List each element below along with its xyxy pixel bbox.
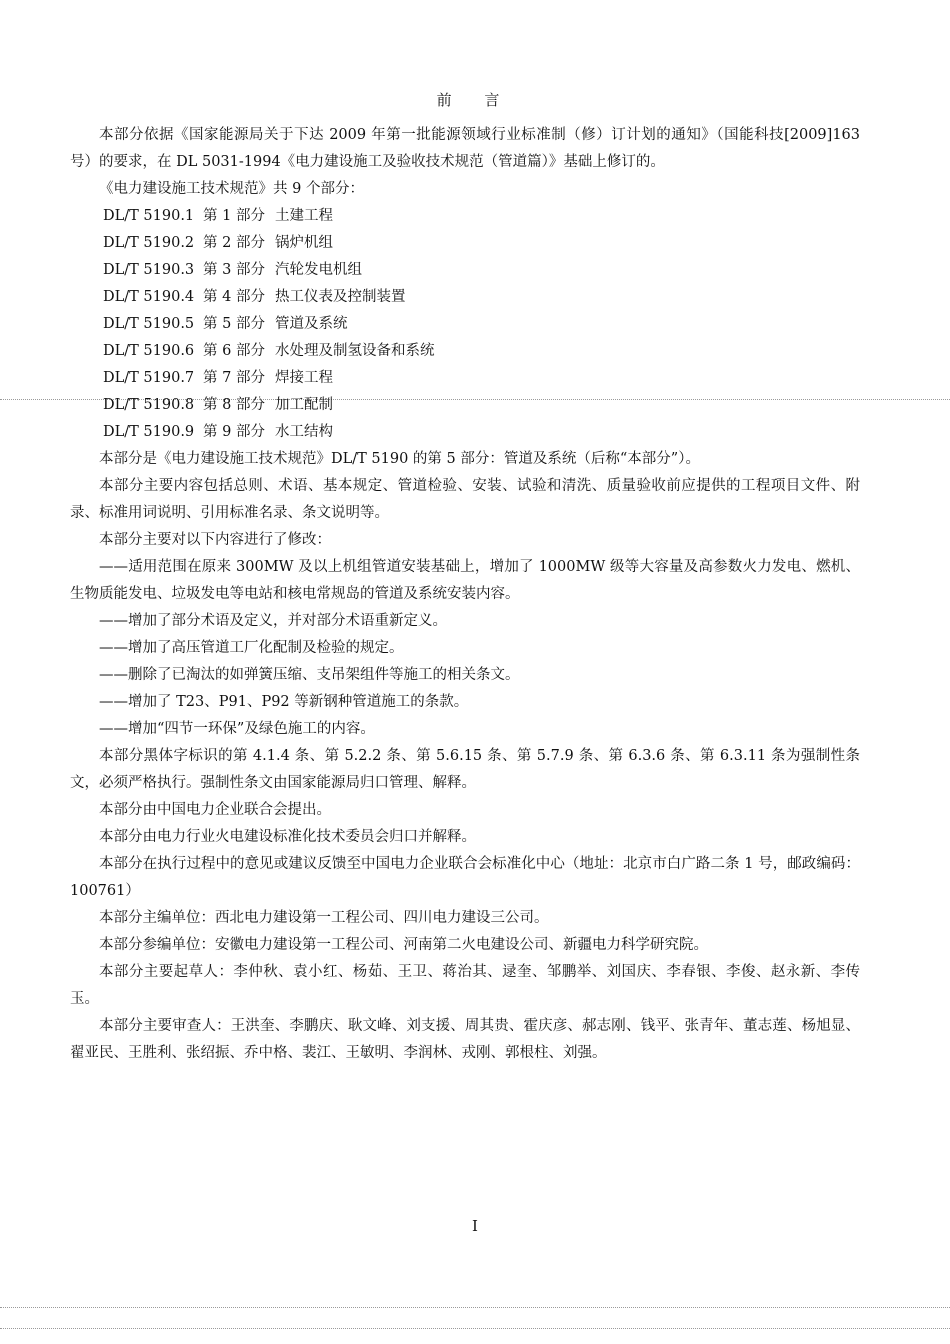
part-code: DL/T 5190.9 [103, 424, 195, 440]
revision-item: ——增加了高压管道工厂化配制及检验的规定。 [99, 640, 404, 656]
part-number: 第 8 部分 [203, 397, 265, 413]
body-paragraph: 本部分主要对以下内容进行了修改： [99, 532, 331, 548]
part-name: 加工配制 [275, 397, 333, 413]
list-item [70, 338, 860, 365]
part-number: 第 2 部分 [203, 235, 265, 251]
document-body [70, 122, 860, 1067]
part-name: 水工结构 [275, 424, 333, 440]
revision-item: ——删除了已淘汰的如弹簧压缩、支吊架组件等施工的相关条文。 [99, 667, 520, 683]
page-number: I [472, 1217, 478, 1235]
part-code: DL/T 5190.8 [103, 397, 195, 413]
body-paragraph: 本部分主要审查人：王洪奎、李鹏庆、耿文峰、刘支援、周其贵、霍庆彦、郝志刚、钱平、张青年、董志莲、杨旭显、翟亚民、王胜利、张绍振、乔中格、裴江、王敏明、李润林、戎刚、郭根柱、刘强。 [70, 1018, 860, 1061]
part-code: DL/T 5190.3 [103, 262, 195, 278]
revision-item: ——增加了部分术语及定义，并对部分术语重新定义。 [99, 613, 447, 629]
parts-list [70, 203, 860, 446]
body-paragraph: 本部分黑体字标识的第 4.1.4 条、第 5.2.2 条、第 5.6.15 条、第 5.7.9 条、第 6.3.6 条、第 6.3.11 条为强制性条文，必须严格执行。强制性条文由国家能源局归口管理、解释。 [70, 748, 860, 791]
body-paragraph: 本部分由电力行业火电建设标准化技术委员会归口并解释。 [99, 829, 476, 845]
part-code: DL/T 5190.7 [103, 370, 195, 386]
part-number: 第 6 部分 [203, 343, 265, 359]
part-code: DL/T 5190.1 [103, 208, 195, 224]
part-code: DL/T 5190.4 [103, 289, 195, 305]
part-code: DL/T 5190.6 [103, 343, 195, 359]
body-paragraph: 本部分由中国电力企业联合会提出。 [99, 802, 331, 818]
intro-paragraph: 本部分依据《国家能源局关于下达 2009 年第一批能源领域行业标准制（修）订计划的通知》（国能科技[2009]163 号）的要求，在 DL 5031-1994《电力建设施工及验收技术规范（管道篇）》基础上修订的。 [70, 127, 860, 170]
part-code: DL/T 5190.5 [103, 316, 195, 332]
list-item [70, 284, 860, 311]
part-number: 第 1 部分 [203, 208, 265, 224]
list-item [70, 203, 860, 230]
scan-bottom-line-2 [0, 1328, 950, 1329]
revision-item: ——增加“四节一环保”及绿色施工的内容。 [99, 721, 375, 737]
part-name: 热工仪表及控制装置 [275, 289, 406, 305]
page-title: 前 言 [436, 91, 514, 109]
part-name: 水处理及制氢设备和系统 [275, 343, 435, 359]
intro-paragraph: 《电力建设施工技术规范》共 9 个部分： [99, 181, 364, 197]
revision-item: ——增加了 T23、P91、P92 等新钢种管道施工的条款。 [99, 694, 469, 710]
list-item [70, 257, 860, 284]
part-number: 第 9 部分 [203, 424, 265, 440]
part-name: 焊接工程 [275, 370, 333, 386]
scan-bottom-line [0, 1307, 950, 1308]
list-item [70, 365, 860, 392]
part-name: 管道及系统 [275, 316, 348, 332]
revision-item: ——适用范围在原来 300MW 及以上机组管道安装基础上，增加了 1000MW 级等大容量及高参数火力发电、燃机、生物质能发电、垃圾发电等电站和核电常规岛的管道及系统安装内容。 [70, 559, 860, 602]
part-code: DL/T 5190.2 [103, 235, 195, 251]
list-item [70, 230, 860, 257]
part-name: 锅炉机组 [275, 235, 333, 251]
part-number: 第 7 部分 [203, 370, 265, 386]
list-item [70, 392, 860, 419]
body-paragraph: 本部分是《电力建设施工技术规范》DL/T 5190 的第 5 部分：管道及系统（后称“本部分”）。 [99, 451, 700, 467]
part-name: 汽轮发电机组 [275, 262, 362, 278]
body-paragraph: 本部分主编单位：西北电力建设第一工程公司、四川电力建设三公司。 [99, 910, 549, 926]
part-name: 土建工程 [275, 208, 333, 224]
part-number: 第 4 部分 [203, 289, 265, 305]
list-item [70, 419, 860, 446]
part-number: 第 5 部分 [203, 316, 265, 332]
body-paragraph: 本部分参编单位：安徽电力建设第一工程公司、河南第二火电建设公司、新疆电力科学研究院。 [99, 937, 708, 953]
list-item [70, 311, 860, 338]
body-paragraph: 本部分主要起草人：李仲秋、袁小红、杨茹、王卫、蒋治其、逯奎、邹鹏举、刘国庆、李春银、李俊、赵永新、李传玉。 [70, 964, 860, 1007]
body-paragraph: 本部分在执行过程中的意见或建议反馈至中国电力企业联合会标准化中心（地址：北京市白广路二条 1 号，邮政编码：100761） [70, 856, 860, 899]
part-number: 第 3 部分 [203, 262, 265, 278]
body-paragraph: 本部分主要内容包括总则、术语、基本规定、管道检验、安装、试验和清洗、质量验收前应提供的工程项目文件、附录、标准用词说明、引用标准名录、条文说明等。 [70, 478, 860, 521]
